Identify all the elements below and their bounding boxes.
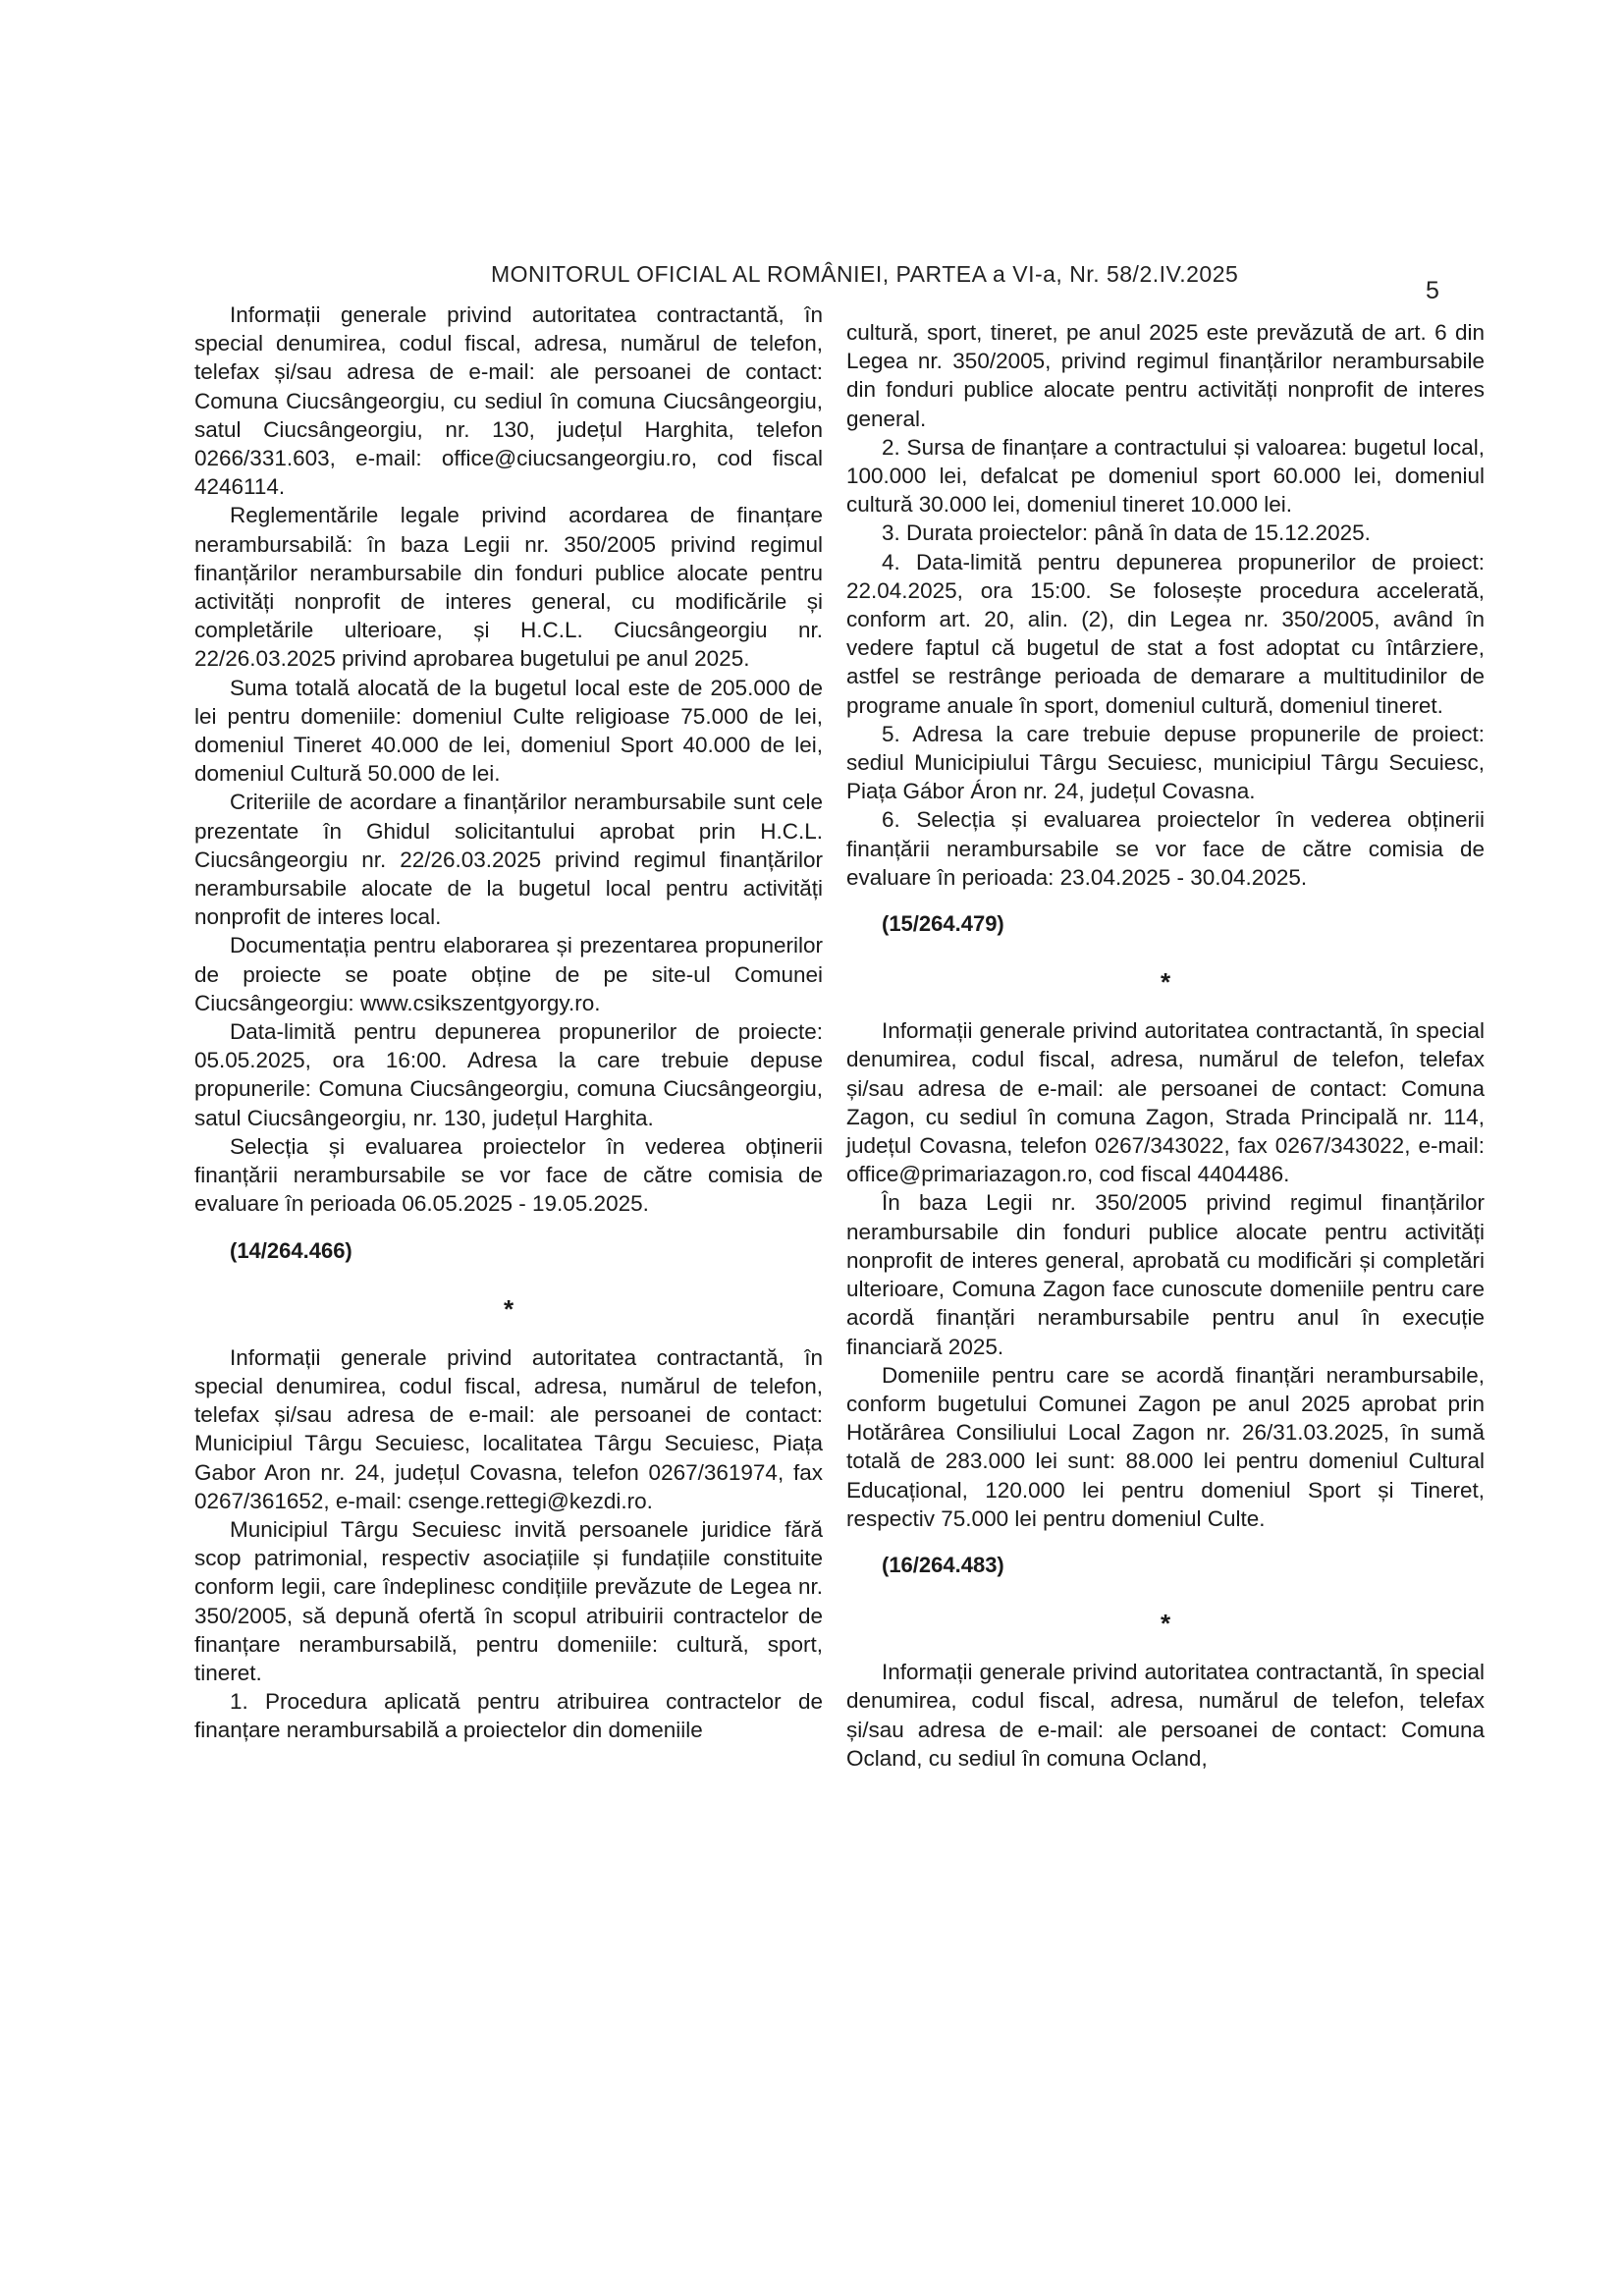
paragraph: Documentația pentru elaborarea și prezentarea propunerilor de proiecte se poate obține de pe site-ul Comunei Ciucsângeorgiu: www.csikszentgyorgy.ro. [194,933,823,1015]
paragraph: Domeniile pentru care se acordă finanțări nerambursabile, conform bugetului Comunei Zagon pe anul 2025 aprobat prin Hotărârea Consiliului Local Zagon nr. 26/31.03.2025, în sumă totală de 283.000 lei sunt: 88.000 lei pentru domeniul Cultural Educațional, 120.000 lei pentru domeniul Sport și Tineret, respectiv 75.000 lei pentru domeniul Culte. [846,1362,1485,1531]
notice-reference: (14/264.466) [230,1237,352,1263]
page-number: 5 [1426,277,1439,304]
paragraph: Selecția și evaluarea proiectelor în vederea obținerii finanțării nerambursabile se vor face de către comisia de evaluare în perioada 06.05.2025 - 19.05.2025. [194,1133,823,1217]
paragraph: Municipiul Târgu Secuiesc invită persoanele juridice fără scop patrimonial, respectiv asociațiile și fundațiile constituite conform legii, care îndeplinesc condițiile prevăzute de Legea nr. 350/2005, să depună ofertă în scopul atribuirii contractelor de finanțare nerambursabilă, pentru domeniile: cultură, sport, tineret. [194,1516,823,1685]
paragraph: Data-limită pentru depunerea propunerilor de proiecte: 05.05.2025, ora 16:00. Adresa la care trebuie depuse propunerile: Comuna Ciucsângeorgiu, comuna Ciucsângeorgiu, satul Ciucsângeorgiu, nr. 130, județul Harghita. [194,1019,823,1130]
paragraph: Suma totală alocată de la bugetul local este de 205.000 de lei pentru domeniile: domeniul Culte religioase 75.000 de lei, domeniul Tineret 40.000 de lei, domeniul Sport 40.000 de lei, domeniul Cultură 50.000 de lei. [194,675,823,787]
paragraph: Criteriile de acordare a finanțărilor nerambursabile sunt cele prezentate în Ghidul solicitantului aprobat prin H.C.L. Ciucsângeorgiu nr. 22/26.03.2025 privind regimul finanțărilor nerambursabile alocate de la bugetul local pentru activități nonprofit de interes local. [194,790,823,930]
paragraph: Reglementările legale privind acordarea de finanțare nerambursabilă: în baza Legii nr. 350/2005 privind regimul finanțărilor nerambursabile din fonduri publice alocate pentru activități nonprofit de interes general, cu modificările și completările ulterioare, și H.C.L. Ciucsângeorgiu nr. 22/26.03.2025 privind aprobarea bugetului pe anul 2025. [194,503,823,672]
paragraph: 6. Selecția și evaluarea proiectelor în vederea obținerii finanțării nerambursabile se vor face de către comisia de evaluare în perioada: 23.04.2025 - 30.04.2025. [846,807,1485,890]
paragraph: cultură, sport, tineret, pe anul 2025 este prevăzută de art. 6 din Legea nr. 350/2005, privind regimul finanțărilor nerambursabile din fonduri publice alocate pentru activități nonprofit de interes general. [846,320,1485,431]
separator-asterisk: * [1160,967,1171,998]
paragraph: 4. Data-limită pentru depunerea propunerilor de proiect: 22.04.2025, ora 15:00. Se folosește procedura accelerată, conform art. 20, alin. (2), din Legea nr. 350/2005, având în vedere faptul că bugetul de stat a fost adoptat cu întârziere, astfel se restrânge perioada de demarare a multitudinilor de programe anuale în sport, domeniul cultură, domeniul tineret. [846,549,1485,718]
separator-asterisk: * [503,1293,514,1324]
paragraph: În baza Legii nr. 350/2005 privind regimul finanțărilor nerambursabile din fonduri publice alocate pentru activități nonprofit de interes general, aprobată cu modificări și completări ulterioare, Comuna Zagon face cunoscute domeniile pentru care acordă finanțări nerambursabile pentru anul în execuție financiară 2025. [846,1190,1485,1359]
notice-reference: (15/264.479) [882,911,1004,937]
paragraph: 2. Sursa de finanțare a contractului și valoarea: bugetul local, 100.000 lei, defalcat pe domeniul sport 60.000 lei, domeniul cultură 30.000 lei, domeniul tineret 10.000 lei. [846,434,1485,518]
paragraph: Informații generale privind autoritatea contractantă, în special denumirea, codul fiscal, adresa, numărul de telefon, telefax și/sau adresa de e-mail: ale persoanei de contact: Comuna Zagon, cu sediul în comuna Zagon, Strada Principală nr. 114, județul Covasna, telefon 0267/343022, fax 0267/343022, e-mail: office@primariazagon.ro, cod fiscal 4404486. [846,1018,1485,1187]
paragraph: 5. Adresa la care trebuie depuse propunerile de proiect: sediul Municipiului Târgu Secuiesc, municipiul Târgu Secuiesc, Piața Gábor Áron nr. 24, județul Covasna. [846,721,1485,804]
notice-reference: (16/264.483) [882,1552,1004,1577]
paragraph: Informații generale privind autoritatea contractantă, în special denumirea, codul fiscal, adresa, numărul de telefon, telefax și/sau adresa de e-mail: ale persoanei de contact: Comuna Ocland, cu sediul în comuna Ocland, [846,1660,1485,1771]
separator-asterisk: * [1160,1609,1171,1639]
paragraph: 3. Durata proiectelor: până în data de 15.12.2025. [882,520,1371,546]
paragraph: 1. Procedura aplicată pentru atribuirea contractelor de finanțare nerambursabilă a proiectelor din domeniile [194,1689,823,1743]
left-column [194,301,823,1745]
running-header: MONITORUL OFICIAL AL ROMÂNIEI, PARTEA a VI-a, Nr. 58/2.IV.2025 [491,261,1239,287]
paragraph: Informații generale privind autoritatea contractantă, în special denumirea, codul fiscal, adresa, numărul de telefon, telefax și/sau adresa de e-mail: ale persoanei de contact: Comuna Ciucsângeorgiu, cu sediul în comuna Ciucsângeorgiu, satul Ciucsângeorgiu, nr. 130, județul Harghita, telefon 0266/331.603, e-mail: office@ciucsangeorgiu.ro, cod fiscal 4246114. [194,302,823,500]
right-column [846,318,1485,1773]
paragraph: Informații generale privind autoritatea contractantă, în special denumirea, codul fiscal, adresa, numărul de telefon, telefax și/sau adresa de e-mail: ale persoanei de contact: Municipiul Târgu Secuiesc, localitatea Târgu Secuiesc, Piața Gabor Aron nr. 24, județul Covasna, telefon 0267/361974, fax 0267/361652, e-mail: csenge.rettegi@kezdi.ro. [194,1344,823,1513]
